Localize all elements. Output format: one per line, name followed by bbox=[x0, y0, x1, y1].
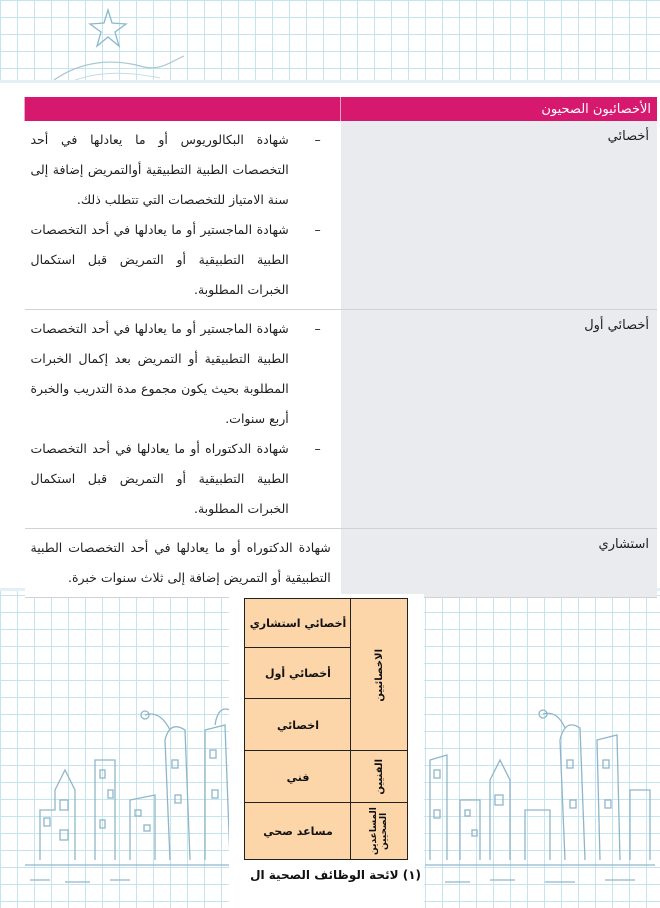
list-item bbox=[31, 215, 335, 305]
table-row-senior-specialist bbox=[25, 310, 658, 529]
list-item-text: شهادة الدكتوراه أو ما يعادلها في أحد التخصصات الطبية التطبيقية أو التمريض قبل استكمال الخبرات المطلوبة. bbox=[30, 441, 289, 516]
row-content bbox=[25, 529, 341, 598]
list-item bbox=[31, 314, 335, 434]
dash-bullet: – bbox=[314, 132, 321, 147]
table-row-specialist bbox=[25, 121, 658, 310]
org-cell-health-assistant: مساعد صحي bbox=[244, 802, 352, 860]
list-item-text: شهادة البكالوريوس أو ما يعادلها في أحد التخصصات الطبية التطبيقية أوالتمريض إضافة إلى سنة الامتياز للتخصصات التي تتطلب ذلك. bbox=[30, 132, 289, 207]
org-cell-senior-specialist: أخصائي أول bbox=[244, 647, 352, 700]
row-content bbox=[25, 310, 341, 529]
org-chart-caption: (١) لائحة الوظائف الصحية ال bbox=[250, 868, 421, 882]
table-header-content bbox=[25, 97, 341, 121]
dash-bullet: – bbox=[314, 222, 321, 237]
table-row-consultant bbox=[25, 529, 658, 598]
row-title: أخصائي bbox=[341, 121, 657, 310]
dash-bullet: – bbox=[314, 441, 321, 456]
table-header-title: الأخصائيون الصحيون bbox=[341, 97, 657, 121]
group-label: الاخصائيين bbox=[373, 648, 385, 702]
row-title: استشاري bbox=[341, 529, 657, 598]
org-group-assistants bbox=[350, 802, 408, 860]
sheet-top-edge bbox=[0, 80, 660, 83]
org-group-specialists bbox=[350, 598, 408, 752]
city-doodle-left-icon bbox=[20, 700, 245, 890]
table-header-row bbox=[25, 97, 658, 121]
health-specialists-table bbox=[24, 97, 657, 598]
org-cell-technician: فني bbox=[244, 750, 352, 804]
list-item-text: شهادة الماجستير أو ما يعادلها في أحد التخصصات الطبية التطبيقية أو التمريض قبل استكمال الخبرات المطلوبة. bbox=[30, 222, 289, 297]
row-content bbox=[25, 121, 341, 310]
city-doodle-right-icon bbox=[425, 700, 655, 890]
org-cell-consultant: أخصائي استشاري bbox=[244, 598, 352, 649]
row-text: شهادة الدكتوراه أو ما يعادلها في أحد التخصصات الطبية التطبيقية أو التمريض إضافة إلى ثلاث سنوات خبرة. bbox=[30, 540, 331, 585]
org-group-technicians bbox=[350, 750, 408, 804]
dash-bullet: – bbox=[314, 321, 321, 336]
group-label: المساعدين الصحيين bbox=[369, 807, 389, 855]
list-item bbox=[31, 125, 335, 215]
star-doodle-icon bbox=[86, 6, 130, 50]
org-cell-specialist: اخصائي bbox=[244, 698, 352, 752]
group-label: الفنيين bbox=[373, 759, 385, 795]
row-title: أخصائي أول bbox=[341, 310, 657, 529]
org-chart-image bbox=[229, 594, 424, 908]
list-item-text: شهادة الماجستير أو ما يعادلها في أحد التخصصات الطبية التطبيقية أو التمريض بعد إكمال الخبرات المطلوبة بحيث يكون مجموع مدة التدريب والخبرة أربع سنوات. bbox=[30, 321, 289, 426]
list-item bbox=[31, 434, 335, 524]
